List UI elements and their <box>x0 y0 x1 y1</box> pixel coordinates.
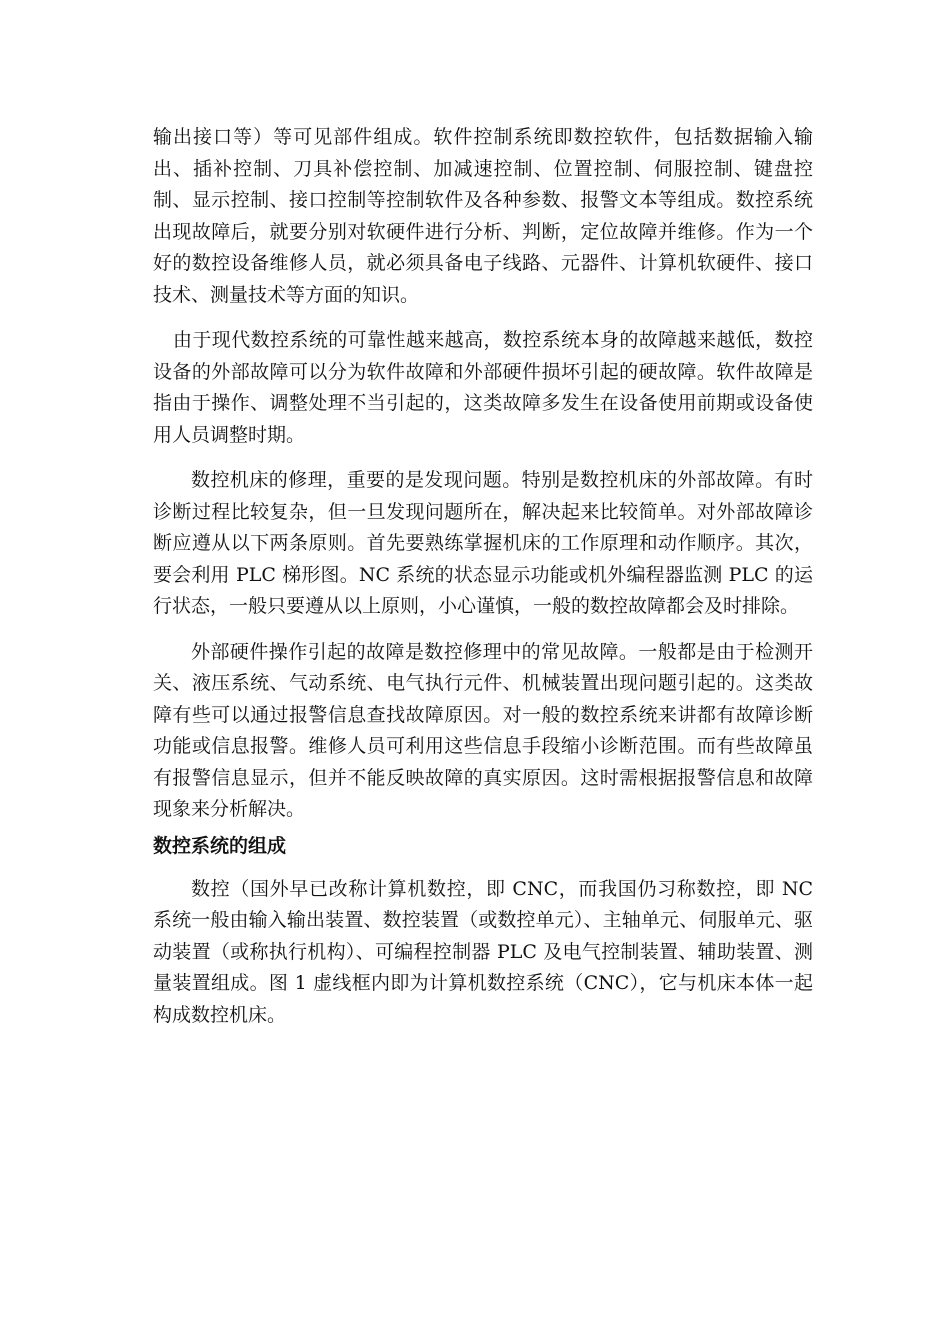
paragraph-external-hardware: 外部硬件操作引起的故障是数控修理中的常见故障。一般都是由于检测开关、液压系统、气动系统、电气执行元件、机械装置出现问题引起的。这类故障有些可以通过报警信息查找故障原因。对一般的数控系统来讲都有故障诊断功能或信息报警。维修人员可利用这些信息手段缩小诊断范围。而有些故障虽有报警信息显示，但并不能反映故障的真实原因。这时需根据报警信息和故障现象来分析解决。 <box>153 640 813 820</box>
section-heading: 数控系统的组成 <box>153 834 287 857</box>
paragraph-fault-types: 由于现代数控系统的可靠性越来越高，数控系统本身的故障越来越低，数控设备的外部故障可以分为软件故障和外部硬件损坏引起的硬故障。软件故障是指由于操作、调整处理不当引起的，这类故障多发生在设备使用前期或设备使用人员调整时期。 <box>153 329 813 446</box>
paragraph-system-composition: 数控（国外早已改称计算机数控，即 CNC，而我国仍习称数控，即 NC 系统一般由输入输出装置、数控装置（或数控单元）、主轴单元、伺服单元、驱动装置（或称执行机构）、可编程控制器 PLC 及电气控制装置、辅助装置、测量装置组成。图 1 虚线框内即为计算机数控系统（CNC），它与机床本体一起构成数控机床。 <box>153 877 813 1026</box>
document-page <box>153 122 813 1031</box>
paragraph-repair-principles: 数控机床的修理，重要的是发现问题。特别是数控机床的外部故障。有时诊断过程比较复杂，但一旦发现问题所在，解决起来比较简单。对外部故障诊断应遵从以下两条原则。首先要熟练掌握机床的工作原理和动作顺序。其次，要会利用 PLC 梯形图。NC 系统的状态显示功能或机外编程器监测 PLC 的运行状态，一般只要遵从以上原则，小心谨慎，一般的数控故障都会及时排除。 <box>153 469 813 617</box>
paragraph-components: 输出接口等）等可见部件组成。软件控制系统即数控软件，包括数据输入输出、插补控制、刀具补偿控制、加减速控制、位置控制、伺服控制、键盘控制、显示控制、接口控制等控制软件及各种参数、报警文本等组成。数控系统出现故障后，就要分别对软硬件进行分析、判断，定位故障并维修。作为一个好的数控设备维修人员，就必须具备电子线路、元器件、计算机软硬件、接口技术、测量技术等方面的知识。 <box>153 126 813 306</box>
